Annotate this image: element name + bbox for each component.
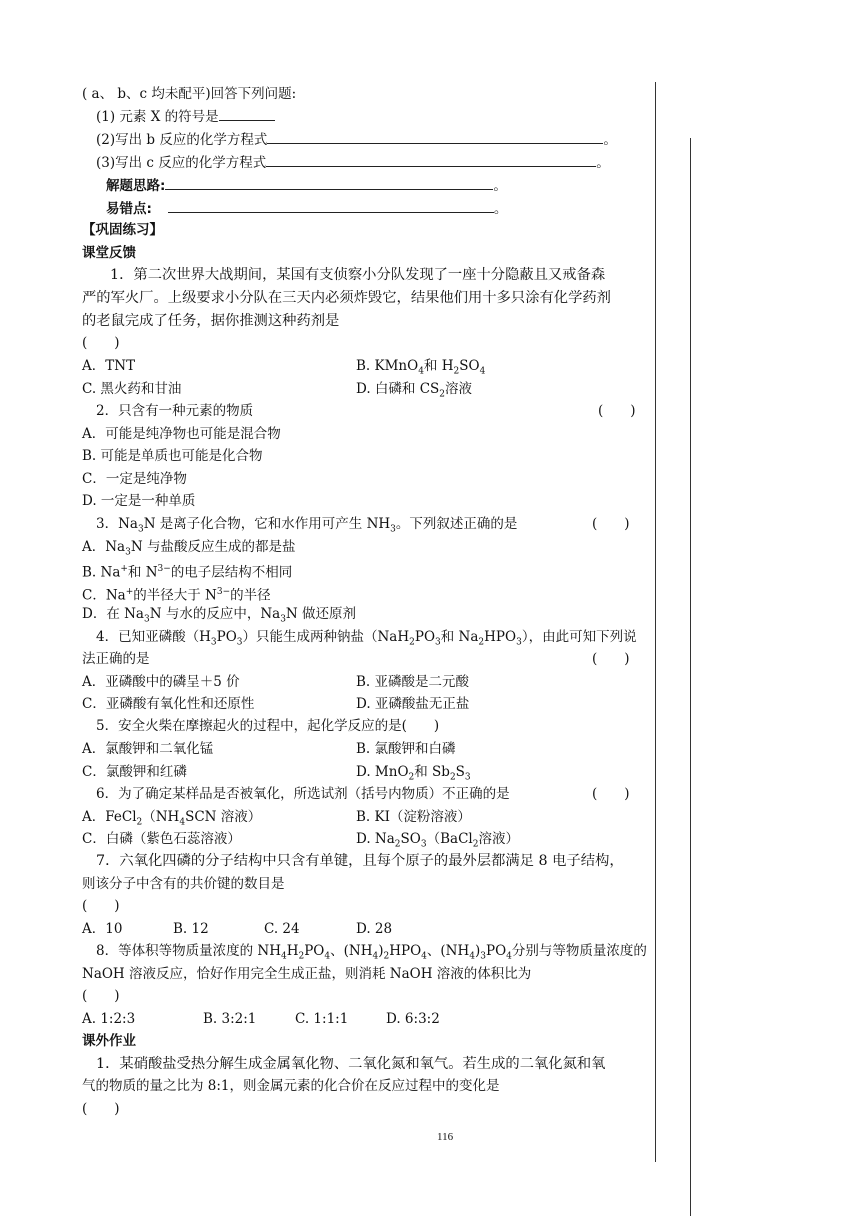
p2-option-d: D. 一定是一种单质 (82, 493, 196, 509)
answer-blank (267, 129, 603, 144)
period: 。 (603, 132, 617, 148)
intro-line: ( a、 b、c 均未配平)回答下列问题: (82, 86, 297, 102)
p4-option-d: D. 亚磷酸盐无正盐 (356, 696, 470, 712)
p6-option-b: B. KI（淀粉溶液） (356, 809, 471, 825)
period: 。 (493, 178, 507, 194)
p4-option-c: C．亚磷酸有氧化性和还原性 (82, 696, 255, 712)
p3-option-b: B. Na+和 $N^{3-}$的电子层结构不相同 (82, 564, 293, 581)
p8-option-c: C. 1:1:1 (295, 1011, 349, 1027)
p5-stem: 5．安全火柴在摩擦起火的过程中，起化学反应的是( ) (96, 718, 440, 734)
p2-option-a: A．可能是纯净物也可能是混合物 (82, 426, 281, 442)
period: 。 (493, 201, 508, 217)
p3-option-c: C．Na+的半径大于 $N^{3-}$的半径 (82, 587, 271, 604)
question-1-text: (1) 元素 X 的符号是 (96, 109, 219, 125)
p5-option-c: C．氯酸钾和红磷 (82, 764, 187, 780)
p4-option-b: B. 亚磷酸是二元酸 (356, 674, 470, 690)
p6-option-a: A．$FeCl_2(NH_4SCN$ 溶液） (82, 809, 262, 828)
question-2 (96, 129, 617, 150)
answer-blank (266, 152, 596, 167)
answer-paren: ( ) (82, 335, 120, 351)
answer-paren: ( ) (82, 1101, 120, 1117)
answer-paren: ( ) (598, 403, 636, 419)
question-1 (96, 106, 275, 127)
pitfall-line (106, 198, 507, 219)
p1-line2: 严的军火厂。上级要求小分队在三天内必须炸毁它，结果他们用十多只涂有化学药剂 (82, 290, 611, 306)
h1-line2: 气的物质的量之比为 8:1，则金属元素的化合价在反应过程中的变化是 (82, 1078, 500, 1094)
p6-option-c: C．白磷（紫色石蕊溶液） (82, 831, 241, 847)
approach-label: 解题思路: (106, 178, 166, 194)
p4-line1: 4．已知亚磷酸$(H_3PO_3)$只能生成两种钠盐（$NaH_2PO_3$和 $Na_2HPO_3$），由此可知下列说 (96, 629, 637, 648)
p1-line3: 的老鼠完成了任务，据你推测这种药剂是 (82, 313, 340, 329)
answer-paren: ( ) (592, 516, 630, 532)
p5-option-a: A．氯酸钾和二氧化锰 (82, 741, 214, 757)
p8-option-d: D. 6:3:2 (386, 1011, 440, 1027)
approach-line (106, 175, 507, 196)
p4-line2: 法正确的是 (82, 651, 150, 667)
section-homework: 课外作业 (82, 1033, 136, 1049)
pitfall-label: 易错点: (106, 201, 152, 217)
margin-rule-right (690, 138, 691, 1216)
p3-option-a: A．$Na_3N$ 与盐酸反应生成的都是盐 (82, 539, 296, 558)
answer-paren: ( ) (592, 786, 630, 802)
answer-paren: ( ) (82, 988, 120, 1004)
question-2-text: (2)写出 b 反应的化学方程式 (96, 132, 268, 148)
section-practice: 【巩固练习】 (82, 222, 163, 238)
h1-line1: 1．某硝酸盐受热分解生成金属氧化物、二氧化氮和氧气。若生成的二氧化氮和氧 (96, 1056, 606, 1072)
answer-paren: ( ) (592, 651, 630, 667)
p7-line2: 则该分子中含有的共价键的数目是 (82, 876, 285, 892)
p7-line1: 7．六氧化四磷的分子结构中只含有单键，且每个原子的最外层都满足 8 电子结构， (96, 853, 624, 869)
p4-option-a: A．亚磷酸中的磷呈＋5 价 (82, 674, 240, 690)
answer-paren: ( ) (82, 898, 120, 914)
p1-option-c: C. 黑火药和甘油 (82, 381, 182, 397)
p2-option-b: B. 可能是单质也可能是化合物 (82, 448, 263, 464)
answer-blank (168, 198, 494, 213)
p5-option-d: D. MnO$_2$和 $Sb_2S_3$ (356, 764, 471, 783)
p8-option-b: B. 3:2:1 (203, 1011, 257, 1027)
p1-option-b: B. KMnO$_4$和 $H_2SO_4$ (356, 358, 486, 377)
p2-option-c: C．一定是纯净物 (82, 471, 187, 487)
margin-rule-left (655, 82, 656, 1162)
p5-option-b: B. 氯酸钾和白磷 (356, 741, 456, 757)
p7-option-b: B. 12 (173, 921, 209, 937)
section-classroom: 课堂反馈 (82, 245, 136, 261)
question-3-text: (3)写出 c 反应的化学方程式 (96, 155, 267, 171)
p8-line1: 8．等体积等物质量浓度的 $NH_4H_2PO_4$、$(NH_4)_2HPO_4$、$(NH_4)_3PO_4$分别与等物质量浓度的 (96, 943, 647, 962)
p6-stem: 6．为了确定某样品是否被氧化，所选试剂（括号内物质）不正确的是 (96, 786, 510, 802)
p2-stem: 2．只含有一种元素的物质 (96, 403, 254, 419)
p1-line1: 1．第二次世界大战期间，某国有支侦察小分队发现了一座十分隐蔽且又戒备森 (110, 267, 606, 283)
page-number: 116 (437, 1131, 454, 1143)
p1-option-a: A．TNT (82, 358, 136, 374)
p7-option-d: D. 28 (356, 921, 393, 937)
p3-option-d: D．在 $Na_3N$ 与水的反应中，$Na_3N$ 做还原剂 (82, 606, 357, 625)
p7-option-a: A．10 (82, 921, 123, 937)
p8-line2: NaOH 溶液反应，恰好作用完全生成正盐，则消耗 NaOH 溶液的体积比为 (82, 966, 532, 982)
period: 。 (596, 155, 610, 171)
p1-option-d: D. 白磷和 $CS_2$溶液 (356, 381, 473, 400)
p7-option-c: C. 24 (264, 921, 300, 937)
p3-stem: 3．$Na_3N$ 是离子化合物，它和水作用可产生 $NH_3$。下列叙述正确的是 (96, 516, 518, 535)
p8-option-a: A. 1:2:3 (82, 1011, 136, 1027)
p6-option-d: D. $Na_2SO_3(BaCl_2$溶液） (356, 831, 519, 850)
question-3 (96, 152, 610, 173)
answer-blank (219, 106, 275, 121)
answer-blank (165, 175, 493, 190)
